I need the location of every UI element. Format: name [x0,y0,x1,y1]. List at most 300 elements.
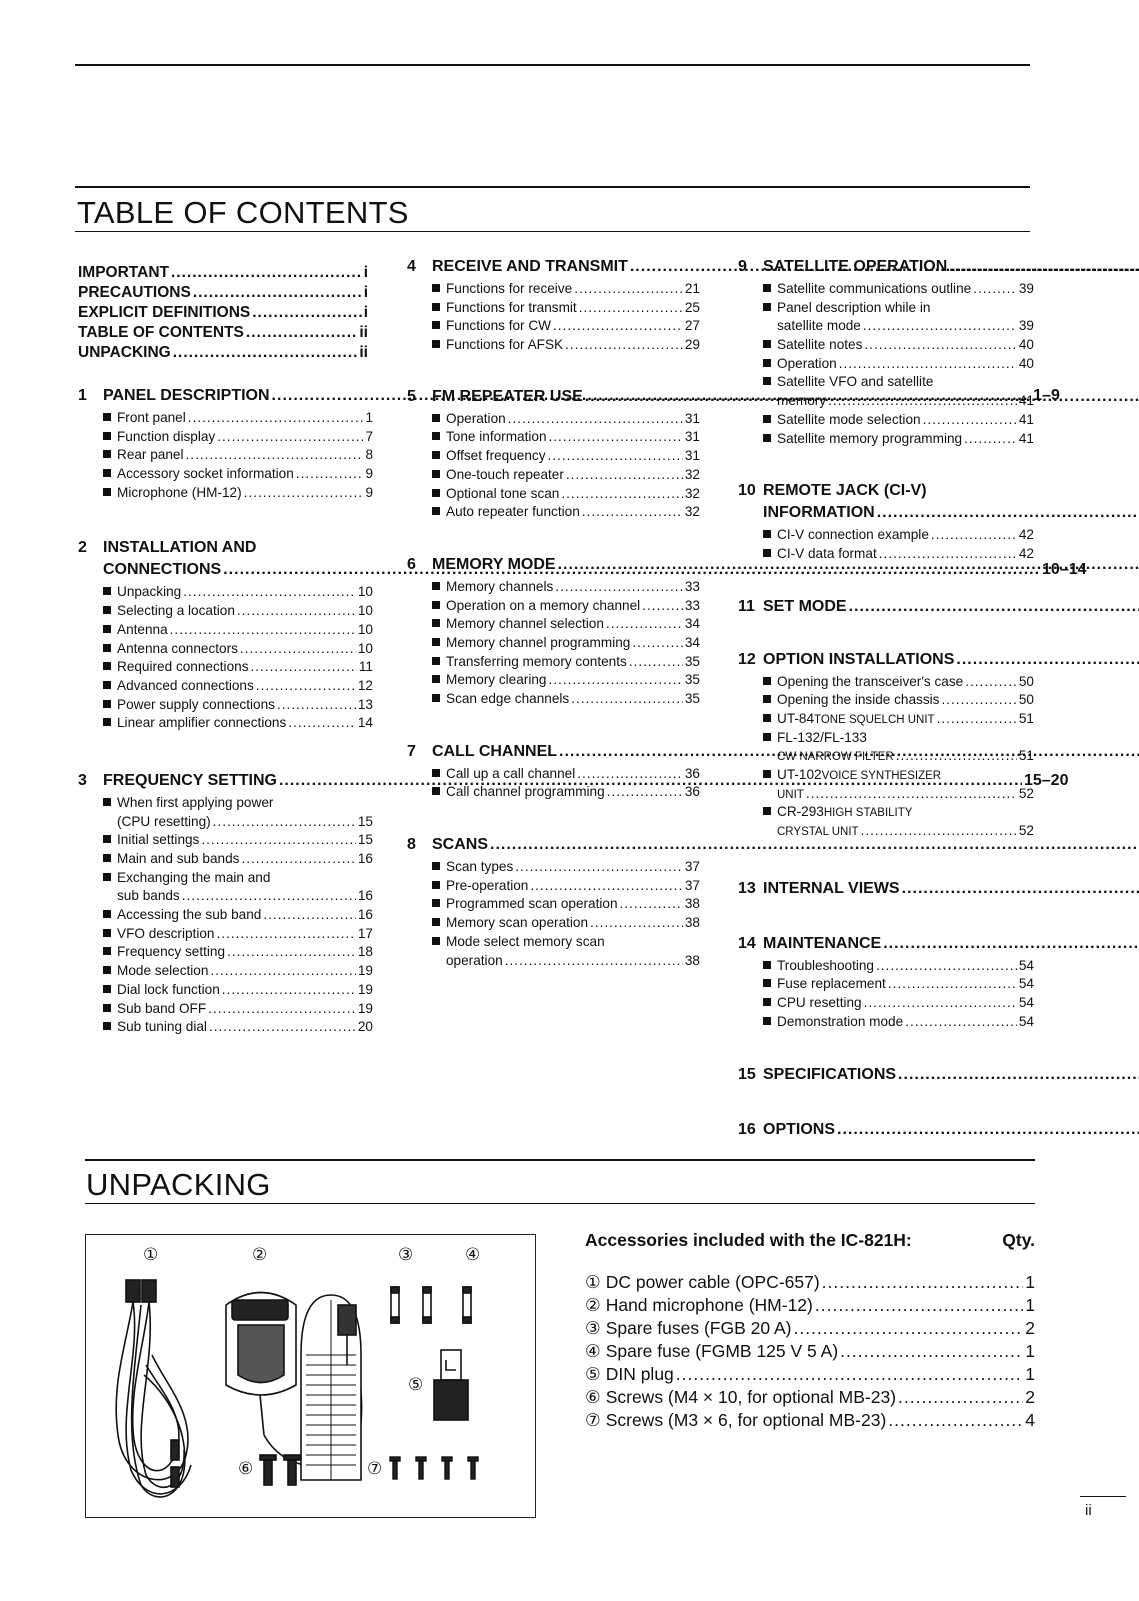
section-page: 10 [357,603,373,619]
section-entry[interactable] [432,859,700,878]
section-entry[interactable] [103,795,373,814]
toc-chapter [738,935,1034,1033]
dot-leader [606,616,683,631]
bullet-icon [103,432,111,440]
chapter-heading[interactable] [738,598,1034,620]
chapter-pages: 15–20 [1023,771,1069,789]
section-title: Pre-operation [446,877,529,893]
section-page: 10 [357,584,373,600]
section-entry[interactable] [763,527,1034,546]
section-entry[interactable] [432,579,700,598]
bullet-icon [432,769,440,777]
toc-column-2 [407,258,700,971]
item-name: Screws (M3 × 6, for optional MB-23) [605,1410,887,1430]
item-quantity: 4 [1025,1410,1035,1430]
chapter-number: 9 [738,258,747,275]
bullet-icon [763,284,771,292]
section-page: 52 [1018,823,1034,839]
front-matter-list [78,264,368,364]
section-entry[interactable] [763,337,1034,356]
bullet-icon [763,979,771,987]
dot-leader [629,654,683,669]
chapter-heading[interactable] [738,651,1034,673]
unpacking-top-rule [85,1159,1035,1161]
section-title: Sub tuning dial [117,1019,207,1035]
section-entry[interactable] [763,356,1034,375]
section-title: When first applying power [117,794,274,810]
bullet-icon [763,1017,771,1025]
dot-leader [941,692,1016,707]
section-page: 54 [1018,995,1034,1011]
bullet-icon [432,340,440,348]
dot-leader [237,603,356,618]
chapter-heading[interactable] [738,482,1034,526]
chapter-number: 14 [738,934,756,952]
bullet-icon [103,625,111,633]
section-entry[interactable] [103,926,373,945]
section-entry[interactable] [432,504,700,523]
chapter-heading[interactable] [407,743,700,765]
section-page: 1 [365,410,373,425]
chapter-heading[interactable] [407,258,700,280]
bullet-icon [432,694,440,702]
chapter-number: 4 [407,258,416,275]
section-list [103,584,373,734]
bullet-icon [432,507,440,515]
section-entry[interactable] [763,412,1034,431]
chapter-title: REMOTE JACK (CI-V) [763,482,927,500]
section-title: Fuse replacement [777,976,886,992]
chapter-heading[interactable] [738,880,1034,902]
bullet-icon [432,414,440,422]
dot-leader [505,953,683,968]
section-title-continued: CW NARROW FILTER [777,751,894,764]
section-entry[interactable] [763,711,1034,730]
dot-leader [244,485,364,500]
section-page: 50 [1018,692,1034,708]
dot-leader [849,598,1139,616]
chapter-heading[interactable] [738,935,1034,957]
section-entry[interactable] [432,467,700,486]
toc-chapter [738,482,1034,564]
item-name: Spare fuses (FGB 20 A) [605,1318,792,1338]
dot-leader [566,467,683,482]
item-number: ③ [585,1318,601,1338]
dot-leader [905,1014,1017,1029]
dot-leader [296,466,364,481]
section-entry[interactable] [763,976,1034,995]
dot-leader [182,888,356,903]
section-entry[interactable] [432,281,700,300]
chapter-heading[interactable] [738,258,1034,280]
section-entry[interactable] [432,691,700,710]
section-title: Memory scan operation [446,915,589,931]
figure-number-3: ③ [398,1245,414,1264]
section-page: 38 [684,896,700,912]
front-matter-entry[interactable] [78,304,368,324]
section-title-continued: (CPU resetting) [117,813,211,829]
section-page: 37 [684,877,700,893]
bullet-icon [763,377,771,385]
section-list [432,281,700,356]
bullet-icon [763,770,771,778]
toc-chapter [407,743,700,803]
bullet-icon [763,998,771,1006]
section-page: 8 [365,447,373,463]
section-entry[interactable] [763,730,1034,749]
section-page: 40 [1018,337,1034,353]
dot-leader [241,851,355,866]
section-page: 51 [1018,748,1034,764]
chapter-number: 13 [738,879,756,897]
section-page: 32 [684,466,700,482]
figure-number-1: ① [143,1245,159,1264]
section-entry-continued[interactable] [432,953,700,972]
accessory-item [585,1387,1035,1410]
dot-leader [964,431,1017,446]
section-entry[interactable] [103,851,373,870]
chapter-title: MEMORY MODE [432,555,556,573]
section-title: Initial settings [117,832,200,848]
section-entry[interactable] [103,659,373,678]
section-entry[interactable] [103,584,373,603]
dot-leader [565,337,683,352]
section-entry[interactable] [103,715,373,734]
bullet-icon [103,985,111,993]
section-entry[interactable] [432,934,700,953]
dot-leader [828,393,1017,408]
spare-fuses-drawing [391,1287,471,1323]
section-entry[interactable] [103,603,373,622]
section-list [432,411,700,523]
dot-leader [277,697,356,712]
bullet-icon [103,929,111,937]
section-page: 41 [1018,411,1034,427]
section-page: 34 [684,634,700,650]
section-page: 31 [684,410,700,426]
section-entry[interactable] [103,678,373,697]
section-entry[interactable] [432,635,700,654]
dot-leader [620,896,683,911]
dot-leader [188,410,364,425]
chapter-heading[interactable] [407,836,700,858]
dot-leader [888,976,1017,991]
dot-leader [222,982,356,997]
dot-leader [923,412,1017,427]
section-entry[interactable] [432,896,700,915]
hand-microphone-drawing [226,1293,362,1481]
dot-leader [246,324,357,342]
section-entry[interactable] [432,598,700,617]
chapter-title: MAINTENANCE [763,934,882,952]
section-title: One-touch repeater [446,466,564,482]
section-entry-continued[interactable] [763,318,1034,337]
section-entry[interactable] [432,915,700,934]
section-entry[interactable] [103,907,373,926]
section-entry[interactable] [763,281,1034,300]
bullet-icon [103,835,111,843]
section-entry[interactable] [763,546,1034,565]
dot-leader [898,1387,1023,1408]
chapter-number: 1 [78,387,87,404]
front-matter-entry[interactable] [78,324,368,344]
chapter-title: SATELLITE OPERATION [763,258,948,275]
dot-leader [931,527,1017,542]
dot-leader [208,1001,356,1016]
section-entry[interactable] [432,411,700,430]
item-quantity: 1 [1025,1341,1035,1361]
dot-leader [240,641,356,656]
chapter-title: SPECIFICATIONS [763,1065,897,1083]
dc-power-cable-drawing [116,1280,191,1497]
accessories-header-label: Accessories included with the IC-821H: [585,1230,912,1250]
dot-leader [973,281,1017,296]
bullet-icon [103,413,111,421]
chapter-number: 11 [738,597,755,615]
dot-leader [902,880,1139,898]
accessory-item [585,1272,1035,1295]
dot-leader [508,411,683,426]
section-title: Rear panel [117,447,184,463]
section-entry[interactable] [103,963,373,982]
section-title-continued: memory [777,393,827,409]
bullet-icon [103,947,111,955]
section-entry[interactable] [763,374,1034,393]
chapter-heading[interactable] [407,388,700,410]
section-title: Selecting a location [117,603,235,619]
section-entry[interactable] [103,1019,373,1038]
dot-leader [579,300,683,315]
dot-leader [530,878,683,893]
section-title: Operation [446,410,506,426]
toc-chapter [738,880,1034,902]
chapter-title: FREQUENCY SETTING [103,771,277,789]
section-entry[interactable] [103,832,373,851]
section-title-continued: operation [446,952,503,968]
section-entry[interactable] [103,870,373,889]
section-entry-continued[interactable] [763,748,1034,767]
accessories-illustration [85,1234,536,1518]
section-entry[interactable] [432,300,700,319]
section-title: Satellite memory programming [777,430,963,446]
section-entry-continued[interactable] [763,823,1034,842]
dot-leader [256,678,356,693]
section-page: 7 [365,428,373,444]
chapter-title: SET MODE [763,597,847,615]
toc-chapter [738,1066,1034,1088]
dot-leader [590,915,683,930]
item-name: Spare fuse (FGMB 125 V 5 A) [605,1341,839,1361]
bullet-icon [763,340,771,348]
section-page: 32 [684,504,700,520]
bullet-icon [103,469,111,477]
section-list [103,410,373,503]
entry-title: TABLE OF CONTENTS [78,324,244,341]
chapter-pages: 10–14 [1042,561,1087,579]
dot-leader [582,504,683,519]
section-entry[interactable] [432,672,700,691]
dot-leader [263,907,356,922]
bullet-icon [763,695,771,703]
section-entry[interactable] [763,958,1034,977]
toc-top-rule [75,186,1030,188]
dot-leader [642,598,683,613]
section-entry[interactable] [103,410,373,429]
item-name: Hand microphone (HM-12) [605,1295,813,1315]
dot-leader [815,1295,1023,1316]
figure-number-7: ⑦ [367,1459,383,1478]
section-entry[interactable] [763,674,1034,693]
section-entry[interactable] [763,804,1034,823]
entry-page: ii [359,324,368,341]
chapter-number: 15 [738,1065,756,1083]
front-matter-entry[interactable] [78,284,368,304]
section-entry[interactable] [432,654,700,673]
section-title-smallcaps: VOICE SYNTHESIZER [821,770,942,782]
bullet-icon [103,450,111,458]
chapter-heading[interactable] [738,1066,1034,1088]
bullet-icon [432,284,440,292]
item-number: ④ [585,1341,601,1361]
item-quantity: 2 [1025,1318,1035,1338]
page-number-rule [1080,1496,1126,1497]
section-entry[interactable] [103,429,373,448]
section-page: 40 [1018,355,1034,371]
dot-leader [937,711,1017,726]
section-entry[interactable] [432,318,700,337]
section-title: Unpacking [117,584,182,600]
section-entry[interactable] [763,692,1034,711]
bullet-icon [763,530,771,538]
front-matter-entry[interactable] [78,264,368,284]
section-title: Exchanging the main and [117,869,271,885]
page-number: ii [1085,1502,1092,1519]
section-entry[interactable] [103,1001,373,1020]
section-entry[interactable] [103,466,373,485]
section-title: Troubleshooting [777,957,874,973]
chapter-heading[interactable] [738,1121,1034,1143]
toc-column-3 [738,258,1034,1143]
section-title: Call channel programming [446,784,605,800]
dot-leader [839,356,1017,371]
section-entry[interactable] [103,622,373,641]
section-entry[interactable] [763,767,1034,786]
section-entry[interactable] [763,300,1034,319]
bullet-icon [432,787,440,795]
section-entry[interactable] [763,431,1034,450]
section-entry[interactable] [432,616,700,635]
section-entry-continued[interactable] [763,786,1034,805]
bullet-icon [763,733,771,741]
section-title: Front panel [117,410,186,425]
section-entry[interactable] [103,447,373,466]
section-title: Antenna [117,621,168,637]
bullet-icon [432,489,440,497]
toc-bottom-rule [75,231,1030,232]
section-title: Antenna connectors [117,640,238,656]
section-page: 42 [1018,527,1034,543]
section-page: 35 [684,691,700,706]
section-entry[interactable] [103,485,373,504]
bullet-icon [432,619,440,627]
dot-leader [252,304,361,322]
section-page: 21 [684,281,700,296]
section-page: 52 [1018,785,1034,801]
section-entry[interactable] [103,982,373,1001]
section-entry[interactable] [103,697,373,716]
section-entry-continued[interactable] [103,814,373,833]
section-page: 16 [357,907,373,923]
section-page: 54 [1018,976,1034,992]
bullet-icon [763,807,771,815]
section-title: Advanced connections [117,677,254,693]
item-number: ⑦ [585,1410,601,1430]
section-entry[interactable] [103,641,373,660]
dot-leader [888,1410,1023,1431]
section-entry[interactable] [432,337,700,356]
section-entry[interactable] [432,486,700,505]
chapter-title: RECEIVE AND TRANSMIT [432,258,628,275]
section-title-continued: sub bands [117,888,180,904]
bullet-icon [432,582,440,590]
bullet-icon [763,677,771,685]
section-entry[interactable] [432,878,700,897]
bullet-icon [432,657,440,665]
chapter-title: INSTALLATION AND [103,539,257,557]
unpacking-bottom-rule [85,1203,1035,1204]
section-list [432,859,700,971]
dot-leader [949,258,1139,276]
accessories-header [585,1230,1035,1260]
chapter-heading[interactable] [407,556,700,578]
dot-leader [896,748,1017,763]
section-title: Panel description while in [777,299,931,315]
chapter-number: 5 [407,387,416,405]
chapter-title: CALL CHANNEL [432,742,558,760]
section-entry[interactable] [763,1014,1034,1033]
front-matter-entry[interactable] [78,344,368,364]
section-title: CI-V connection example [777,527,929,543]
bullet-icon [103,910,111,918]
section-title: Frequency setting [117,944,226,960]
section-entry[interactable] [432,766,700,785]
section-page: 19 [357,1000,373,1016]
section-title: Memory channels [446,578,554,594]
section-entry[interactable] [432,448,700,467]
chapter-number: 16 [738,1120,756,1138]
section-list [432,579,700,710]
section-entry-continued[interactable] [103,888,373,907]
section-entry[interactable] [432,429,700,448]
section-entry-continued[interactable] [763,393,1034,412]
figure-number-2: ② [252,1245,268,1264]
bullet-icon [432,470,440,478]
section-title: Programmed scan operation [446,896,618,912]
section-title: Functions for CW [446,318,551,334]
section-entry[interactable] [763,995,1034,1014]
entry-page: i [363,284,368,301]
section-title: Sub band OFF [117,1000,207,1016]
section-entry[interactable] [103,944,373,963]
dot-leader [607,784,683,799]
bullet-icon [103,662,111,670]
section-title: Dial lock function [117,981,220,997]
section-title: Satellite communications outline [777,281,972,296]
section-title: Functions for AFSK [446,337,564,353]
section-title: Transferring memory contents [446,653,627,669]
section-entry[interactable] [432,784,700,803]
din-plug-drawing [434,1350,468,1420]
